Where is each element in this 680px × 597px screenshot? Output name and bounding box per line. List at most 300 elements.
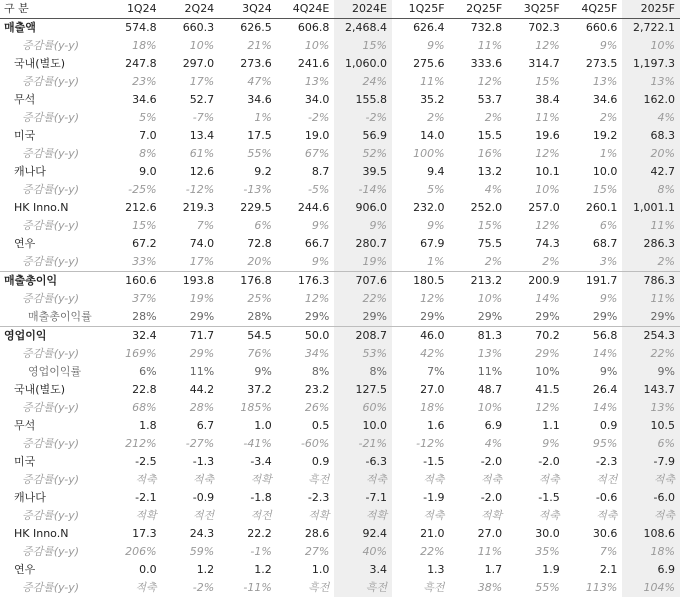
cell-value: 92.4 [334,525,392,543]
cell-value: 적축 [507,507,565,525]
row-label: 증감률(y-y) [0,181,104,199]
row-label: HK Inno.N [0,525,104,543]
cell-value: 20% [622,145,680,163]
cell-value: 흑전 [392,579,450,597]
cell-value: 27.0 [392,381,450,399]
cell-value: 44.2 [162,381,220,399]
cell-value: 3% [565,253,623,272]
cell-value: 212% [104,435,162,453]
cell-value: 19.0 [277,127,335,145]
row-label: 증감률(y-y) [0,399,104,417]
cell-value: 9% [277,253,335,272]
cell-value: 30.6 [565,525,623,543]
cell-value: 23% [104,73,162,91]
row-label: 매출총이익률 [0,308,104,327]
cell-value: 1.3 [392,561,450,579]
cell-value: 5% [104,109,162,127]
cell-value: 191.7 [565,272,623,291]
cell-value: 적확 [450,507,508,525]
table-row [0,507,680,525]
cell-value: 0.9 [565,417,623,435]
cell-value: 29% [162,308,220,327]
table-row [0,91,680,109]
cell-value: 5% [392,181,450,199]
row-label: 증감률(y-y) [0,507,104,525]
cell-value: 6.7 [162,417,220,435]
table-row [0,181,680,199]
cell-value: 24.3 [162,525,220,543]
cell-value: 53.7 [450,91,508,109]
cell-value: 67.2 [104,235,162,253]
cell-value: 17.5 [219,127,277,145]
cell-value: 61% [162,145,220,163]
cell-value: 273.5 [565,55,623,73]
row-label: 영업이익 [0,327,104,346]
cell-value: 9% [334,217,392,235]
cell-value: 10.5 [622,417,680,435]
cell-value: 9% [219,363,277,381]
cell-value: 169% [104,345,162,363]
cell-value: -2% [334,109,392,127]
cell-value: 28.6 [277,525,335,543]
table-row [0,399,680,417]
cell-value: 10.0 [565,163,623,181]
cell-value: 적축 [104,579,162,597]
cell-value: 155.8 [334,91,392,109]
cell-value: 76% [219,345,277,363]
cell-value: 11% [507,109,565,127]
cell-value: 1.2 [162,561,220,579]
table-row [0,363,680,381]
row-label: 증감률(y-y) [0,471,104,489]
row-label: HK Inno.N [0,199,104,217]
cell-value: 40% [334,543,392,561]
cell-value: 67% [277,145,335,163]
cell-value: 55% [219,145,277,163]
cell-value: 2% [565,109,623,127]
cell-value: 10% [450,399,508,417]
column-header: 2Q25F [450,0,508,19]
cell-value: 11% [450,363,508,381]
cell-value: 35% [507,543,565,561]
table-row [0,489,680,507]
cell-value: 11% [622,290,680,308]
cell-value: 13% [565,73,623,91]
cell-value: 46.0 [392,327,450,346]
cell-value: 14% [565,345,623,363]
row-label: 캐나다 [0,489,104,507]
cell-value: 적축 [334,471,392,489]
table-row [0,345,680,363]
cell-value: 흑전 [277,579,335,597]
cell-value: 37.2 [219,381,277,399]
header-label: 구 분 [0,0,104,19]
cell-value: 10% [507,181,565,199]
cell-value: 38% [450,579,508,597]
cell-value: 660.3 [162,19,220,38]
cell-value: 21.0 [392,525,450,543]
cell-value: 180.5 [392,272,450,291]
table-row [0,253,680,272]
cell-value: 42.7 [622,163,680,181]
cell-value: 22% [334,290,392,308]
row-label: 국내(별도) [0,55,104,73]
cell-value: 1.0 [277,561,335,579]
cell-value: 28% [104,308,162,327]
cell-value: 574.8 [104,19,162,38]
cell-value: 247.8 [104,55,162,73]
cell-value: -2.0 [450,489,508,507]
cell-value: 275.6 [392,55,450,73]
table-row [0,525,680,543]
cell-value: 286.3 [622,235,680,253]
cell-value: 213.2 [450,272,508,291]
row-label: 증감률(y-y) [0,435,104,453]
cell-value: 8% [334,363,392,381]
cell-value: 15% [334,37,392,55]
table-row [0,37,680,55]
row-label: 매출총이익 [0,272,104,291]
cell-value: 15.5 [450,127,508,145]
cell-value: -6.3 [334,453,392,471]
table-row [0,308,680,327]
cell-value: 15% [104,217,162,235]
cell-value: 9% [277,217,335,235]
cell-value: -2.5 [104,453,162,471]
cell-value: 적축 [622,507,680,525]
cell-value: 27.0 [450,525,508,543]
cell-value: 53% [334,345,392,363]
cell-value: 176.3 [277,272,335,291]
cell-value: 260.1 [565,199,623,217]
cell-value: 적축 [622,471,680,489]
cell-value: 11% [622,217,680,235]
row-label: 영업이익률 [0,363,104,381]
cell-value: -1% [219,543,277,561]
cell-value: 13.2 [450,163,508,181]
cell-value: 적확 [104,507,162,525]
cell-value: 9.0 [104,163,162,181]
cell-value: 9% [565,290,623,308]
cell-value: 9.2 [219,163,277,181]
cell-value: 적확 [334,507,392,525]
cell-value: 2% [507,253,565,272]
cell-value: 244.6 [277,199,335,217]
cell-value: 10% [507,363,565,381]
cell-value: 15% [450,217,508,235]
cell-value: 0.9 [277,453,335,471]
cell-value: 8% [622,181,680,199]
cell-value: -2.1 [104,489,162,507]
cell-value: 50.0 [277,327,335,346]
cell-value: 56.8 [565,327,623,346]
cell-value: 626.5 [219,19,277,38]
cell-value: 9% [392,217,450,235]
cell-value: 19% [334,253,392,272]
cell-value: 34.6 [219,91,277,109]
cell-value: 18% [392,399,450,417]
cell-value: 70.2 [507,327,565,346]
cell-value: -2% [162,579,220,597]
cell-value: 26% [277,399,335,417]
cell-value: -1.3 [162,453,220,471]
cell-value: 27% [277,543,335,561]
cell-value: 7% [392,363,450,381]
cell-value: 660.6 [565,19,623,38]
cell-value: 74.3 [507,235,565,253]
row-label: 연우 [0,561,104,579]
cell-value: 적축 [392,507,450,525]
cell-value: 29% [565,308,623,327]
cell-value: 1,197.3 [622,55,680,73]
cell-value: 906.0 [334,199,392,217]
table-row [0,471,680,489]
cell-value: 적전 [219,507,277,525]
cell-value: -2.0 [507,453,565,471]
cell-value: 8% [104,145,162,163]
table-row [0,453,680,471]
cell-value: 17% [162,253,220,272]
cell-value: 적축 [450,471,508,489]
column-header: 2Q24 [162,0,220,19]
cell-value: 1% [392,253,450,272]
cell-value: -5% [277,181,335,199]
cell-value: -12% [392,435,450,453]
cell-value: 6% [219,217,277,235]
cell-value: 2% [392,109,450,127]
cell-value: -1.9 [392,489,450,507]
table-row [0,73,680,91]
cell-value: 20% [219,253,277,272]
cell-value: 212.6 [104,199,162,217]
row-label: 증감률(y-y) [0,345,104,363]
cell-value: 흑전 [277,471,335,489]
cell-value: 12% [392,290,450,308]
row-label: 증감률(y-y) [0,217,104,235]
cell-value: 16% [450,145,508,163]
cell-value: 12.6 [162,163,220,181]
cell-value: 18% [622,543,680,561]
cell-value: 52.7 [162,91,220,109]
cell-value: 2.1 [565,561,623,579]
cell-value: 6.9 [450,417,508,435]
cell-value: 9.4 [392,163,450,181]
table-row [0,55,680,73]
cell-value: 39.5 [334,163,392,181]
cell-value: 219.3 [162,199,220,217]
cell-value: 2% [450,109,508,127]
cell-value: 12% [507,217,565,235]
cell-value: 적확 [219,471,277,489]
cell-value: -11% [219,579,277,597]
cell-value: 28% [219,308,277,327]
cell-value: 2,468.4 [334,19,392,38]
cell-value: 6% [565,217,623,235]
cell-value: 1.2 [219,561,277,579]
cell-value: -27% [162,435,220,453]
cell-value: 1.6 [392,417,450,435]
cell-value: 3.4 [334,561,392,579]
cell-value: 30.0 [507,525,565,543]
cell-value: -7% [162,109,220,127]
table-row [0,290,680,308]
cell-value: 적확 [277,507,335,525]
cell-value: 32.4 [104,327,162,346]
cell-value: 1.8 [104,417,162,435]
cell-value: 11% [450,37,508,55]
table-row [0,579,680,597]
cell-value: 280.7 [334,235,392,253]
cell-value: 10.0 [334,417,392,435]
table-row [0,19,680,38]
cell-value: 29% [334,308,392,327]
cell-value: 적전 [565,471,623,489]
cell-value: 232.0 [392,199,450,217]
cell-value: 162.0 [622,91,680,109]
cell-value: 13% [622,399,680,417]
cell-value: 10.1 [507,163,565,181]
cell-value: 11% [162,363,220,381]
table-row [0,327,680,346]
table-row [0,163,680,181]
cell-value: -21% [334,435,392,453]
cell-value: 25% [219,290,277,308]
cell-value: 1.1 [507,417,565,435]
cell-value: 22% [622,345,680,363]
cell-value: -2.3 [277,489,335,507]
cell-value: -13% [219,181,277,199]
column-header: 1Q25F [392,0,450,19]
cell-value: 52% [334,145,392,163]
cell-value: 6% [104,363,162,381]
row-label: 캐나다 [0,163,104,181]
cell-value: 12% [507,37,565,55]
cell-value: 적전 [162,507,220,525]
cell-value: 적축 [565,507,623,525]
cell-value: -12% [162,181,220,199]
row-label: 증감률(y-y) [0,145,104,163]
cell-value: 6.9 [622,561,680,579]
cell-value: 193.8 [162,272,220,291]
cell-value: 적축 [104,471,162,489]
cell-value: 786.3 [622,272,680,291]
cell-value: 29% [162,345,220,363]
cell-value: 9% [565,37,623,55]
cell-value: 1,060.0 [334,55,392,73]
cell-value: 72.8 [219,235,277,253]
cell-value: 19.6 [507,127,565,145]
cell-value: 29% [277,308,335,327]
cell-value: 적축 [507,471,565,489]
cell-value: 17.3 [104,525,162,543]
cell-value: 12% [507,145,565,163]
cell-value: 54.5 [219,327,277,346]
cell-value: 2% [450,253,508,272]
cell-value: 14% [565,399,623,417]
cell-value: -2% [277,109,335,127]
column-header: 2025F [622,0,680,19]
cell-value: 104% [622,579,680,597]
cell-value: 254.3 [622,327,680,346]
cell-value: 707.6 [334,272,392,291]
cell-value: 1.0 [219,417,277,435]
cell-value: 208.7 [334,327,392,346]
cell-value: 68% [104,399,162,417]
cell-value: 10% [277,37,335,55]
column-header: 1Q24 [104,0,162,19]
cell-value: 35.2 [392,91,450,109]
cell-value: 273.6 [219,55,277,73]
cell-value: 9% [392,37,450,55]
cell-value: 19% [162,290,220,308]
cell-value: 42% [392,345,450,363]
row-label: 연우 [0,235,104,253]
cell-value: 143.7 [622,381,680,399]
row-label: 무석 [0,91,104,109]
cell-value: 48.7 [450,381,508,399]
cell-value: -7.1 [334,489,392,507]
cell-value: 108.6 [622,525,680,543]
cell-value: 13% [450,345,508,363]
cell-value: 29% [507,308,565,327]
table-row [0,145,680,163]
cell-value: 24% [334,73,392,91]
cell-value: 13.4 [162,127,220,145]
cell-value: 4% [622,109,680,127]
cell-value: 100% [392,145,450,163]
cell-value: 1,001.1 [622,199,680,217]
row-label: 미국 [0,453,104,471]
cell-value: -6.0 [622,489,680,507]
cell-value: 8.7 [277,163,335,181]
table-row [0,543,680,561]
cell-value: 7% [565,543,623,561]
column-header: 4Q24E [277,0,335,19]
cell-value: -0.9 [162,489,220,507]
table-row [0,199,680,217]
cell-value: 626.4 [392,19,450,38]
table-row [0,109,680,127]
cell-value: 176.8 [219,272,277,291]
cell-value: 229.5 [219,199,277,217]
cell-value: -3.4 [219,453,277,471]
cell-value: 74.0 [162,235,220,253]
cell-value: 19.2 [565,127,623,145]
cell-value: 34.0 [277,91,335,109]
cell-value: 2% [622,253,680,272]
column-header: 4Q25F [565,0,623,19]
cell-value: 33% [104,253,162,272]
cell-value: 0.0 [104,561,162,579]
table-row [0,417,680,435]
cell-value: 59% [162,543,220,561]
cell-value: 적축 [162,471,220,489]
cell-value: 38.4 [507,91,565,109]
cell-value: 29% [392,308,450,327]
column-header: 3Q25F [507,0,565,19]
row-label: 증감률(y-y) [0,37,104,55]
row-label: 매출액 [0,19,104,38]
cell-value: 15% [507,73,565,91]
cell-value: 22.8 [104,381,162,399]
cell-value: 55% [507,579,565,597]
row-label: 미국 [0,127,104,145]
cell-value: 34.6 [104,91,162,109]
cell-value: 257.0 [507,199,565,217]
row-label: 증감률(y-y) [0,290,104,308]
table-row [0,235,680,253]
cell-value: 7.0 [104,127,162,145]
